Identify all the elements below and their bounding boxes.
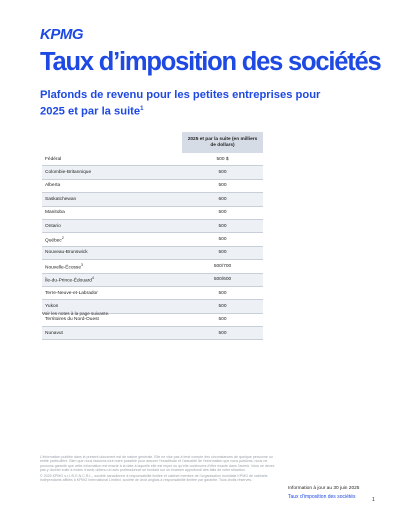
table-row <box>42 327 263 340</box>
income-limit-cell: 600 <box>182 193 263 206</box>
jurisdiction-name: Fédéral <box>45 156 62 162</box>
copyright-paragraph: © 2025 KPMG s.r.l./S.E.N.C.R.L., société canadienne à responsabilité limitée et cabinet membre de l’organisation mondiale KPMG de cabinets indépendants affiliés à KPMG International Limited, société de droit anglais à responsabilité limitée par garantie. Tous droits réservés. <box>40 473 268 483</box>
jurisdiction-name: Île-du-Prince-Édouard <box>45 278 92 284</box>
jurisdiction-cell <box>42 153 182 166</box>
table-row <box>42 166 263 179</box>
jurisdiction-cell <box>42 206 182 219</box>
income-limit-cell: 500 <box>182 233 263 246</box>
jurisdiction-cell <box>42 219 182 232</box>
jurisdiction-name: Québec <box>45 238 62 244</box>
jurisdiction-cell <box>42 260 182 273</box>
jurisdiction-name: Alberta <box>45 183 61 189</box>
footer-date: Information à jour au 30 juin 2025 <box>288 486 360 491</box>
income-limit-cell: 500 <box>182 246 263 259</box>
footer <box>288 486 378 500</box>
page-title: Taux d’imposition des sociétés <box>40 48 381 76</box>
footnote-marker: 2 <box>61 235 64 240</box>
income-limit-cell: 500 <box>182 313 263 326</box>
jurisdiction-cell <box>42 166 182 179</box>
table-row <box>42 193 263 206</box>
income-limit-cell: 500 <box>182 179 263 192</box>
jurisdiction-cell <box>42 273 182 286</box>
jurisdiction-name: Ontario <box>45 223 61 229</box>
table-header-row <box>42 132 263 153</box>
jurisdiction-cell <box>42 286 182 299</box>
income-limit-table <box>42 132 263 340</box>
header-period-cell: 2025 et par la suite (en milliers de dollars) <box>182 132 263 153</box>
income-limit-cell: 500 <box>182 300 263 313</box>
jurisdiction-name: Terre-Neuve-et-Labrador <box>45 290 98 296</box>
footer-doc-title: Taux d’imposition des sociétés <box>288 494 356 500</box>
income-limit-cell: 500 <box>182 206 263 219</box>
jurisdiction-name: Saskatchewan <box>45 196 77 202</box>
jurisdiction-name: Manitoba <box>45 210 65 216</box>
table-row <box>42 286 263 299</box>
jurisdiction-cell <box>42 233 182 246</box>
page-number: 1 <box>372 497 375 503</box>
table-row <box>42 246 263 259</box>
jurisdiction-name: Territoires du Nord-Ouest <box>45 317 99 323</box>
subtitle-note-marker: 1 <box>140 106 144 112</box>
page-subtitle <box>40 88 340 119</box>
table-row <box>42 219 263 232</box>
jurisdiction-name: Yukon <box>45 303 59 309</box>
table-row <box>42 206 263 219</box>
income-limit-cell: 500 <box>182 327 263 340</box>
jurisdiction-name: Colombie-Britannique <box>45 170 92 176</box>
income-limit-cell: 500/700 <box>182 260 263 273</box>
table-row <box>42 179 263 192</box>
table-row <box>42 233 263 246</box>
disclaimer-paragraph: L’information publiée dans le présent document est de nature générale. Elle ne vise pas à tenir compte des circonstances de quelque personne ou entité particulière. Bien que nous fassions tout notre possible pour assurer l’exactitude et l’actualité de l’information que nous publions, nous ne pouvons garantir que cette information est exacte à la date à laquelle elle est reçue ou qu’elle continuera d’être exacte dans l’avenir. Vous ne devez pas y donner suite à moins d’avoir obtenu un avis professionnel se fondant sur un examen approfondi des faits de votre situation. <box>40 455 275 473</box>
see-notes-text: Voir les notes à la page suivante. <box>42 311 110 316</box>
jurisdiction-cell <box>42 193 182 206</box>
income-limit-cell: 500/600 <box>182 273 263 286</box>
income-limit-cell: 500 <box>182 219 263 232</box>
table-row <box>42 273 263 286</box>
jurisdiction-cell <box>42 246 182 259</box>
subtitle-text: Plafonds de revenu pour les petites entreprises pour 2025 et par la suite <box>40 89 321 118</box>
income-limit-cell: 500 $ <box>182 153 263 166</box>
header-jurisdiction-cell <box>42 132 182 153</box>
income-limit-cell: 500 <box>182 286 263 299</box>
table-row <box>42 153 263 166</box>
jurisdiction-cell <box>42 327 182 340</box>
jurisdiction-cell <box>42 179 182 192</box>
footnote-marker: 3 <box>81 262 83 267</box>
income-limit-cell: 500 <box>182 166 263 179</box>
table-row <box>42 260 263 273</box>
jurisdiction-name: Nouveau-Brunswick <box>45 250 88 256</box>
jurisdiction-name: Nunavut <box>45 330 63 336</box>
disclaimer-block <box>40 455 280 483</box>
footnote-marker: 4 <box>91 275 94 280</box>
kpmg-logo: KPMG <box>40 26 83 43</box>
jurisdiction-name: Nouvelle-Écosse <box>45 265 81 271</box>
